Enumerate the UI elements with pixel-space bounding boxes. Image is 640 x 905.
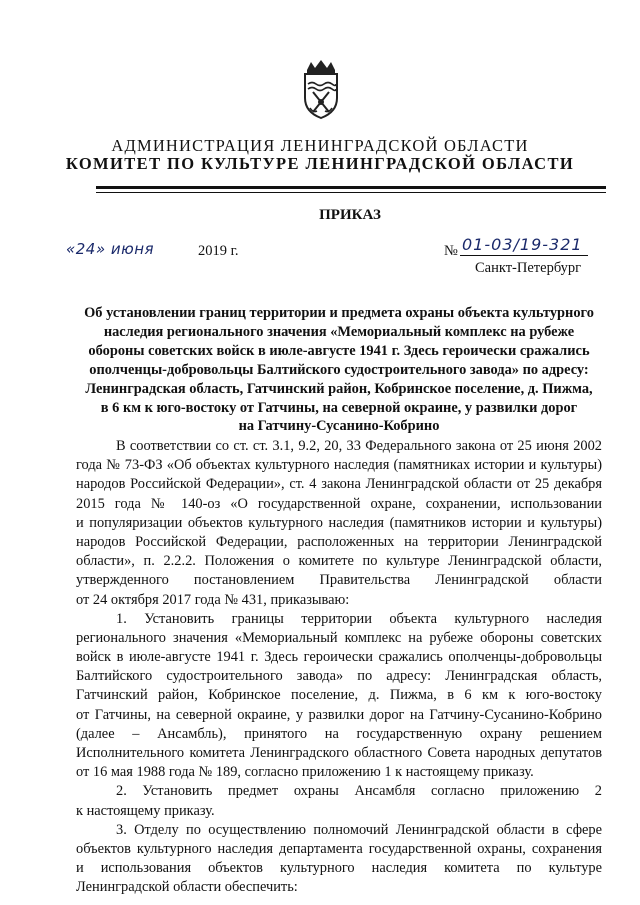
body-line: от 16 мая 1988 года № 189, согласно приложению 1 к настоящему приказу. xyxy=(76,764,534,781)
body-line: 3. Отделу по осуществлению полномочий Ленинградской области в сфере xyxy=(116,821,602,838)
subject-line: на Гатчину-Сусанино-Кобрино xyxy=(238,418,440,435)
body-line: народов Российской Федерации, расположенных на территории Ленинградской xyxy=(76,533,602,550)
body-line: Гатчинский район, Кобринское поселение, д. Пижма, в 6 км к юго-востоку xyxy=(76,687,602,704)
body-line: регионального значения «Мемориальный комплекс на рубеже обороны советских xyxy=(76,629,602,646)
body-line: В соответствии со ст. ст. 3.1, 9.2, 20, 33 Федерального закона от 25 июня 2002 xyxy=(116,438,602,454)
body-line: утвержденного постановлением Правительства Ленинградской области xyxy=(76,572,602,589)
org-name-committee: КОМИТЕТ ПО КУЛЬТУРЕ ЛЕНИНГРАДСКОЙ ОБЛАСТИ xyxy=(65,154,575,173)
order-subject xyxy=(76,304,602,436)
body-line: (далее – Ансамбль), принятого на государственную охрану решением xyxy=(76,725,602,742)
body-line: войск в июле-августе 1941 г. Здесь героически сражались ополченцы-добровольцы xyxy=(76,649,602,666)
header-rule-thick xyxy=(96,186,606,189)
subject-line: Об установлении границ территории и предмета охраны объекта культурного xyxy=(84,305,594,321)
body-line: от Гатчины, на северной окраине, у развилки дорог на Гатчину-Сусанино-Кобрино xyxy=(76,706,602,723)
body-line: от 24 октября 2017 года № 431, приказываю: xyxy=(76,591,350,608)
number-underline xyxy=(460,255,588,256)
subject-line: наследия регионального значения «Мемориальный комплекс на рубеже xyxy=(103,323,575,340)
document-number-handwritten: 01-03/19-321 xyxy=(462,235,583,254)
subject-line: обороны советских войск в июле-августе 1941 г. Здесь героически сражались xyxy=(88,342,590,359)
subject-line: в 6 км к юго-востоку от Гатчины, на северной окраине, у развилки дорог xyxy=(100,399,578,416)
body-line: к настоящему приказу. xyxy=(76,802,215,819)
header-rule-thin xyxy=(96,192,606,193)
org-name-administration: АДМИНИСТРАЦИЯ ЛЕНИНГРАДСКОЙ ОБЛАСТИ xyxy=(111,136,529,155)
coat-of-arms-icon xyxy=(301,60,341,120)
body-line: Балтийского судостроительного завода» по адресу: Ленинградская область, xyxy=(76,668,602,685)
body-line: 2015 года № 140-оз «О государственной охране, сохранении, использовании xyxy=(76,495,602,512)
subject-line: ополченцы-добровольцы Балтийского судостроительного завода» по адресу: xyxy=(89,361,589,378)
body-line: и популяризации объектов культурного наследия (памятников истории и культуры) xyxy=(76,514,602,531)
number-sign: № xyxy=(444,243,458,259)
body-line: 1. Установить границы территории объекта культурного наследия xyxy=(116,610,602,627)
document-type-title: ПРИКАЗ xyxy=(319,207,381,223)
body-line: года № 73-ФЗ «Об объектах культурного наследия (памятниках истории и культуры) xyxy=(76,457,602,474)
body-line: области», п. 2.2.2. Положения о комитете по культуре Ленинградской области, xyxy=(76,553,602,570)
city-name: Санкт-Петербург xyxy=(475,260,582,276)
order-body xyxy=(76,437,602,898)
body-line: 2. Установить предмет охраны Ансамбля согласно приложению 2 xyxy=(116,783,602,800)
body-line: и использования объектов культурного наследия комитета по культуре xyxy=(76,860,602,877)
date-year: 2019 г. xyxy=(198,243,239,259)
body-line: Ленинградской области обеспечить: xyxy=(76,879,298,896)
date-handwritten: «24» июня xyxy=(66,240,155,258)
body-line: народов Российской Федерации», ст. 4 закона Ленинградской области от 25 декабря xyxy=(76,476,602,493)
body-line: объектов культурного наследия департамента государственной охраны, сохранения xyxy=(76,840,602,857)
subject-line: Ленинградская область, Гатчинский район, Кобринское поселение, д. Пижма, xyxy=(85,380,593,397)
body-line: Исполнительного комитета Ленинградского областного Совета народных депутатов xyxy=(76,745,602,761)
